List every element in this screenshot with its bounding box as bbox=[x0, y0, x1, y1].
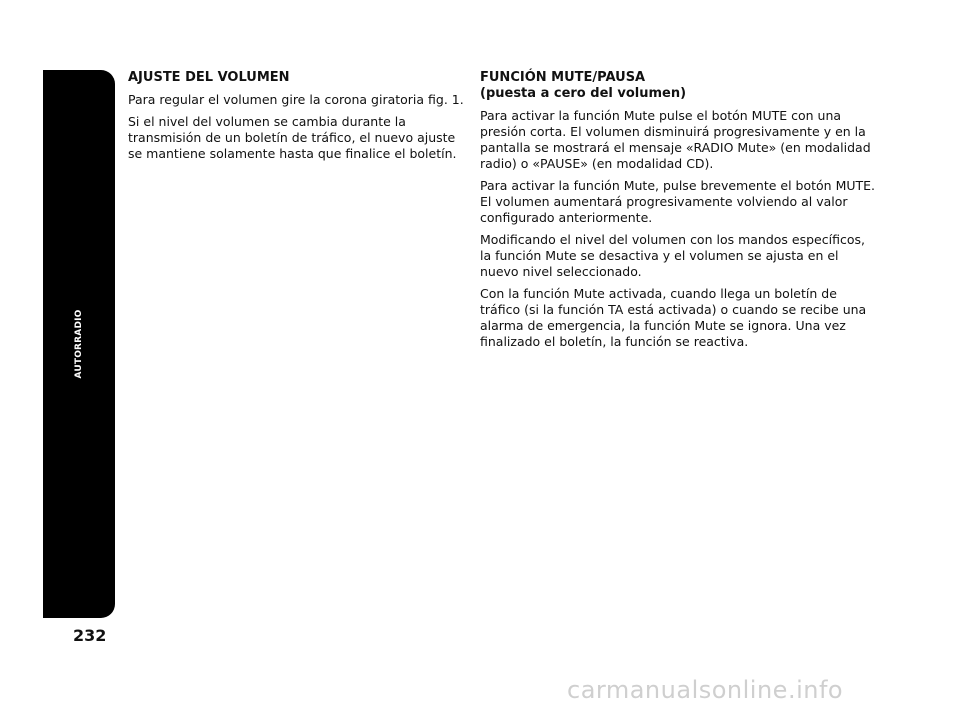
page-number: 232 bbox=[73, 626, 107, 645]
volume-paragraph-2: Si el nivel del volumen se cambia durante la transmisión de un boletín de tráfico, el nuevo ajuste se mantiene solamente hasta que finalice el boletín. bbox=[128, 114, 457, 161]
mute-paragraph-4: Con la función Mute activada, cuando llega un boletín de tráfico (si la función TA está activada) o cuando se recibe una alarma de emergencia, la función Mute se ignora. Una vez finalizado el boletín, la función se reactiva. bbox=[480, 286, 867, 349]
watermark-link[interactable]: carmanualsonline.info bbox=[567, 676, 844, 704]
mute-paragraph-1: Para activar la función Mute pulse el botón MUTE con una presión corta. El volumen disminuirá progresivamente y en la pantalla se mostrará el mensaje «RADIO Mute» (en modalidad radio) o «PAUSE» (en modalidad CD). bbox=[480, 108, 871, 171]
mute-paragraph-3: Modificando el nivel del volumen con los mandos específicos, la función Mute se desactiva y el volumen se ajusta en el nuevo nivel seleccionado. bbox=[480, 232, 865, 279]
volume-heading: AJUSTE DEL VOLUMEN bbox=[128, 70, 290, 85]
mute-heading-subtitle: (puesta a cero del volumen) bbox=[480, 86, 687, 101]
volume-paragraph-1: Para regular el volumen gire la corona giratoria fig. 1. bbox=[128, 92, 464, 107]
section-label: AUTORRADIO bbox=[74, 309, 84, 379]
mute-heading bbox=[480, 70, 875, 102]
right-column bbox=[480, 70, 875, 356]
mute-heading-title: FUNCIÓN MUTE/PAUSA bbox=[480, 70, 646, 85]
mute-paragraph-2: Para activar la función Mute, pulse brevemente el botón MUTE. El volumen aumentará progresivamente volviendo al valor configurado anteriormente. bbox=[480, 178, 876, 225]
left-column bbox=[128, 70, 468, 168]
